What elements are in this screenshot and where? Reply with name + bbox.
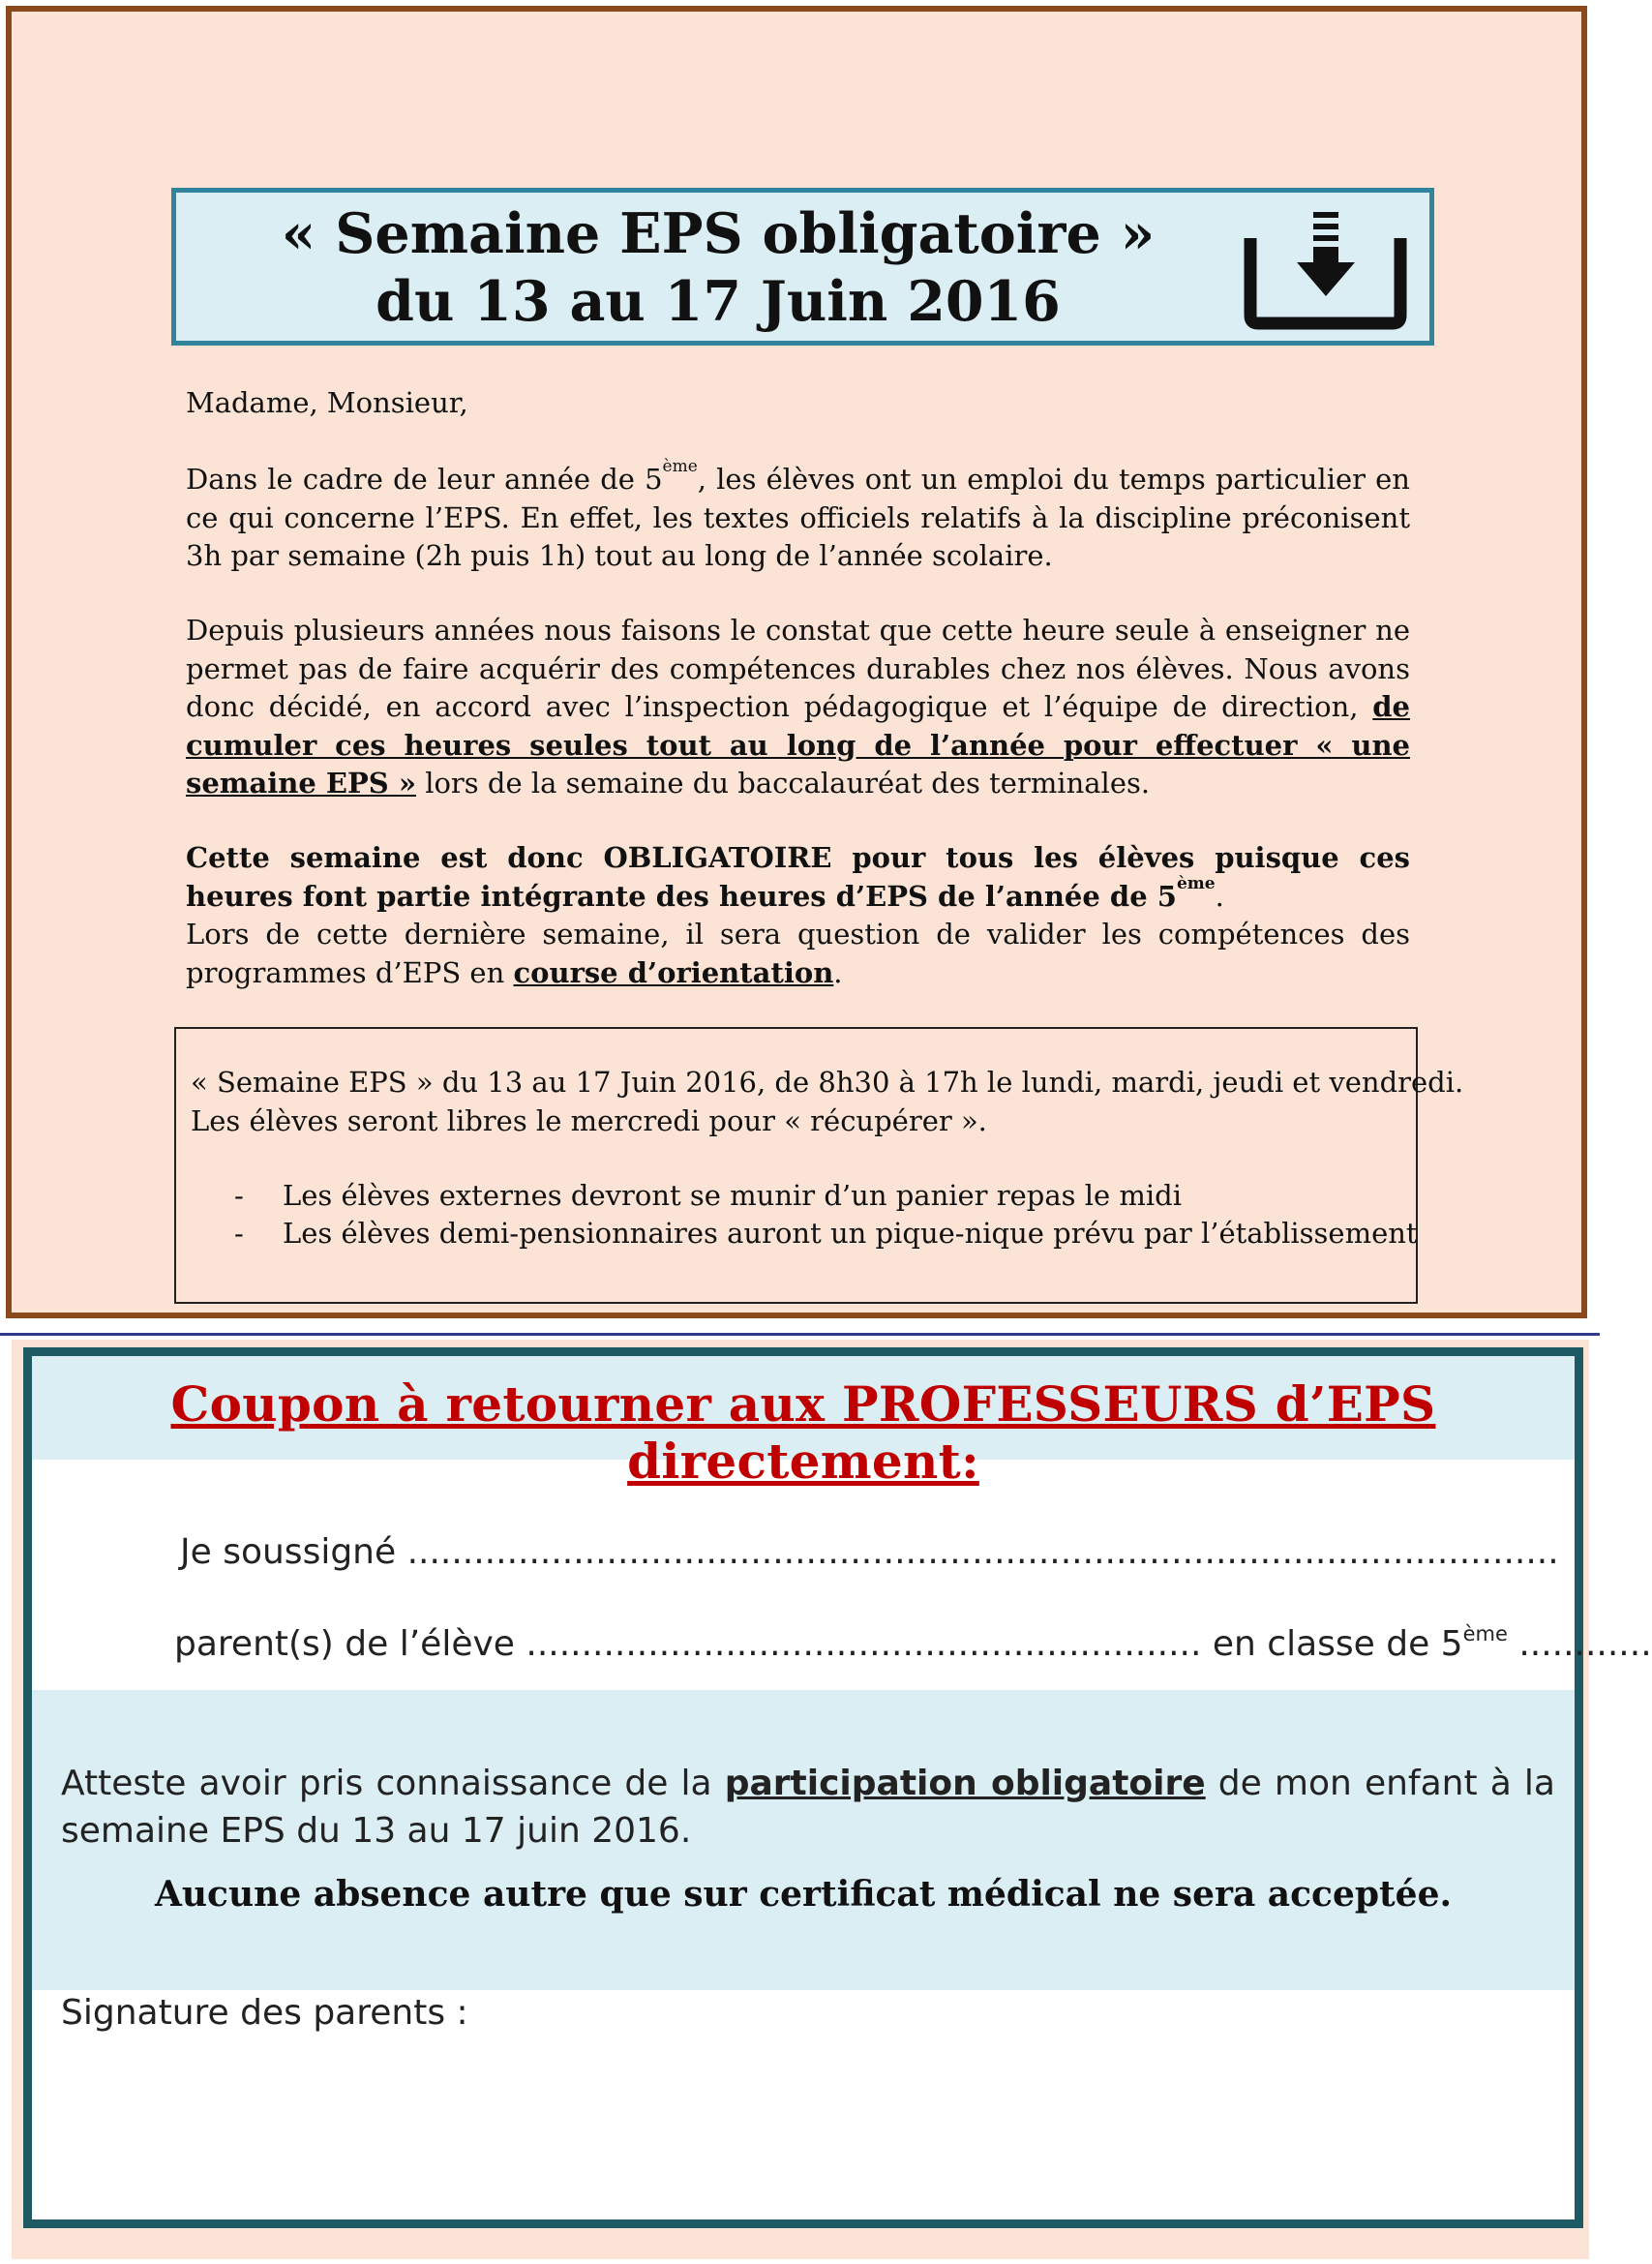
info-box bbox=[174, 1027, 1464, 1304]
paragraph-3 bbox=[186, 839, 1410, 992]
p3-sup: ème bbox=[1176, 873, 1216, 893]
p1-sup: ème bbox=[662, 457, 698, 476]
info-text bbox=[191, 1064, 1464, 1140]
title-line-2: du 13 au 17 Juin 2016 bbox=[375, 269, 1061, 334]
p1-text-a: Dans le cadre de leur année de 5 bbox=[186, 463, 663, 496]
student-line-b: ............ bbox=[1507, 1624, 1652, 1664]
salutation: Madame, Monsieur, bbox=[186, 386, 468, 419]
p2-bold: de cumuler ces heures seules tout au long de l’année pour effectuer « une semaine EPS » bbox=[186, 690, 1410, 800]
separator-gap bbox=[0, 1318, 1600, 1328]
p4-end: . bbox=[833, 955, 843, 989]
student-line-sup: ème bbox=[1462, 1622, 1508, 1645]
info-line-1: « Semaine EPS » du 13 au 17 Juin 2016, de 8h30 à 17h le lundi, mardi, jeudi et vendredi. bbox=[191, 1066, 1464, 1099]
p2-text-a: Depuis plusieurs années nous faisons le constat que cette heure seule à enseigner ne permet pas de faire acquérir des compétences durables chez nos élèves. Nous avons donc décidé, en accord avec l’inspection pédagogique et l’équipe de direction, bbox=[186, 614, 1410, 723]
download-icon bbox=[1241, 207, 1410, 328]
p4-text-a: Lors de cette dernière semaine, il sera question de valider les compétences des programmes d’EPS en bbox=[186, 918, 1410, 989]
attest-text-b: de mon enfant à la semaine EPS du 13 au 17 juin 2016. bbox=[61, 1764, 1555, 1851]
attest-bold: participation obligatoire bbox=[724, 1764, 1206, 1803]
student-line bbox=[174, 1624, 1652, 1664]
p3-end: . bbox=[1215, 879, 1224, 913]
student-line-a: parent(s) de l’élève ............................................................. en classe de 5 bbox=[174, 1624, 1463, 1664]
info-line-2: Les élèves seront libres le mercredi pour « récupérer ». bbox=[191, 1103, 987, 1137]
bullet-dash: - bbox=[234, 1179, 244, 1212]
attest-paragraph bbox=[61, 1760, 1555, 1855]
signature-label: Signature des parents : bbox=[61, 1993, 468, 2033]
attest-text-a: Atteste avoir pris connaissance de la bbox=[61, 1764, 725, 1803]
title-line-1: « Semaine EPS obligatoire » bbox=[281, 201, 1156, 266]
signatory-line: Je soussigné ........................................................................................................ bbox=[180, 1532, 1559, 1572]
p3-bold: Cette semaine est donc OBLIGATOIRE pour tous les élèves puisque ces heures font partie intégrante des heures d’EPS de l’année de 5 bbox=[186, 841, 1410, 913]
p4-bold: course d’orientation bbox=[513, 955, 834, 989]
separator-line bbox=[0, 1333, 1600, 1336]
coupon-title: Coupon à retourner aux PROFESSEURS d’EPS directement: bbox=[170, 1375, 1436, 1490]
bullet-text: Les élèves demi-pensionnaires auront un pique-nique prévu par l’établissement bbox=[283, 1217, 1418, 1250]
coupon bbox=[23, 1347, 1652, 2228]
p1-text-b: , les élèves ont un emploi du temps particulier en ce qui concerne l’EPS. En effet, les textes officiels relatifs à la discipline préconisent 3h par semaine (2h puis 1h) tout au long de l’année scolaire. bbox=[186, 463, 1410, 572]
absence-warning: Aucune absence autre que sur certificat médical ne sera acceptée. bbox=[154, 1874, 1453, 1915]
paragraph-2 bbox=[186, 612, 1410, 803]
bullet-text: Les élèves externes devront se munir d’un panier repas le midi bbox=[283, 1179, 1183, 1212]
title-box bbox=[171, 188, 1434, 346]
paragraph-1 bbox=[186, 457, 1410, 576]
p2-text-b: lors de la semaine du baccalauréat des terminales. bbox=[415, 767, 1151, 800]
bullet-dash: - bbox=[234, 1217, 244, 1250]
